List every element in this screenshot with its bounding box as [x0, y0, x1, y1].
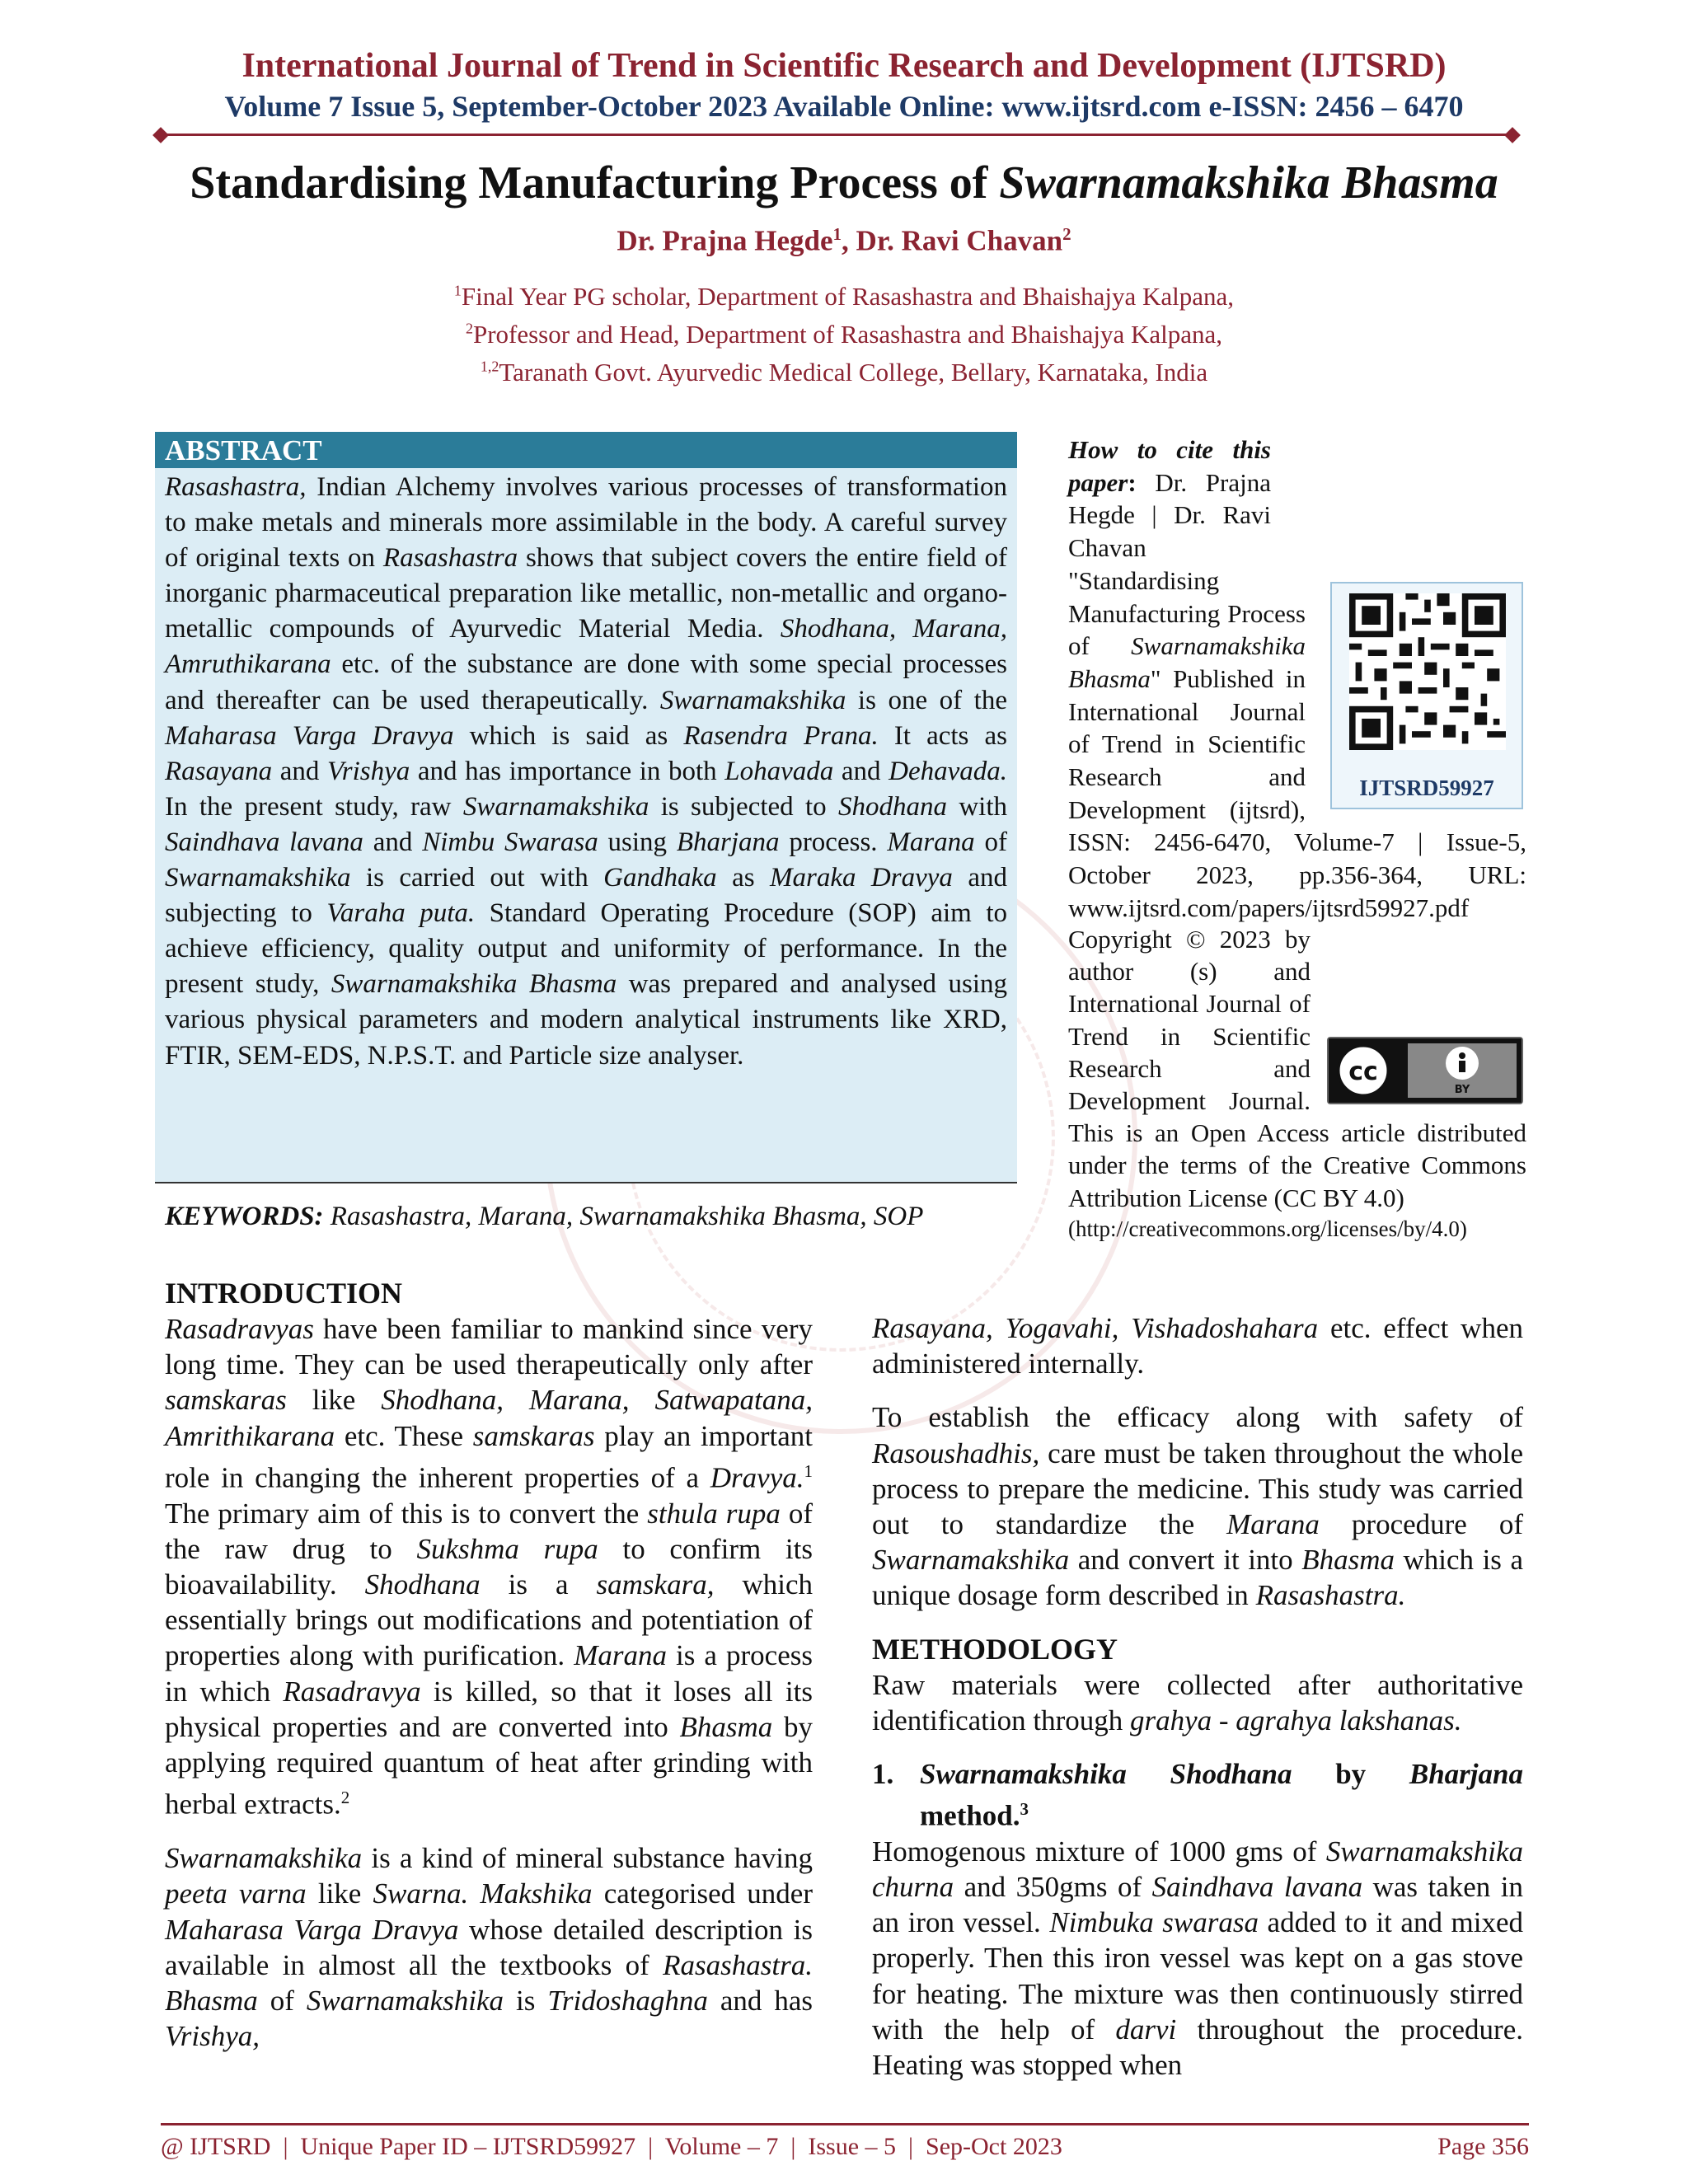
copyright-block	[1068, 923, 1526, 1244]
methodology-heading: METHODOLOGY	[872, 1632, 1118, 1666]
subsection-1-heading: 1. Swarnamakshika Shodhana by Bharjana method.$^3$	[872, 1758, 1523, 1832]
affiliation-2: $^2$Professor and Head, Department of Rasashastra and Bhaishajya Kalpana,	[465, 320, 1223, 349]
copyright-float-spacer-top	[1311, 923, 1526, 1020]
right-paragraph-1: Rasayana, Yogavahi, Vishadoshahara etc. effect when administered internally.	[872, 1312, 1523, 1380]
abstract-body: Rasashastra, Indian Alchemy involves various processes of transformation to make metals and minerals more assimilable in the body. A careful survey of original texts on Rasashastra shows that subject covers the entire field of inorganic pharmaceutical preparation like metallic, non-metallic and organo-metallic compounds of Ayurvedic Material Media. Shodhana, Marana, Amruthikarana etc. of the substance are done with some special processes and thereafter can be used therapeutically. Swarnamakshika is one of the Maharasa Varga Dravya which is said as Rasendra Prana. It acts as Rasayana and Vrishya and has importance in both Lohavada and Dehavada. In the present study, raw Swarnamakshika is subjected to Shodhana with Saindhava lavana and Nimbu Swarasa using Bharjana process. Marana of Swarnamakshika is carried out with Gandhaka as Maraka Dravya and subjecting to Varaha puta. Standard Operating Procedure (SOP) aim to achieve efficiency, quality output and uniformity of performance. In the present study, Swarnamakshika Bhasma was prepared and analysed using various physical parameters and modern analytical instruments like XRD, FTIR, SEM-EDS, N.P.S.T. and Particle size analyser.	[155, 468, 1017, 1182]
cite-text: How to cite this paper: Dr. Prajna Hegde | Dr. Ravi Chavan "Standardising Manufacturing Process of Swarnamakshika Bhasma" Published in International Journal of Trend in Scientific Research and Development (ijtsrd), ISSN: 2456-6470, Volume-7 | Issue-5, October 2023, pp.356-364, URL: www.ijtsrd.com/papers/ijtsrd59927.pdf	[1068, 435, 1526, 922]
intro-heading: INTRODUCTION	[165, 1277, 403, 1310]
footer-page-number: Page 356	[1437, 2133, 1529, 2160]
intro-paragraph-1: Rasadravyas have been familiar to mankind since very long time. They can be used therapeutically only after samskaras like Shodhana, Marana, Satwapatana, Amrithikarana etc. These samskaras play an important role in changing the inherent properties of a Dravya.$^1$ The primary aim of this is to convert the sthula rupa of the raw drug to Sukshma rupa to confirm its bioavailability. Shodhana is a samskara, which essentially brings out modifications and potentiation of properties along with purification. Marana is a process in which Rasadravya is killed, so that it loses all its physical properties and are converted into Bhasma by applying required quantum of heat after grinding with herbal extracts.$^2$	[165, 1313, 814, 1821]
copyright-float-spacer-cc	[1311, 1020, 1526, 1096]
paper-title	[0, 157, 1688, 209]
footer-rule	[161, 2123, 1529, 2125]
keywords-label: KEYWORDS:	[165, 1202, 324, 1231]
abstract-heading: ABSTRACT	[155, 432, 1017, 468]
journal-title: International Journal of Trend in Scientific Research and Development (IJTSRD)	[241, 47, 1447, 85]
right-paragraph-3: Raw materials were collected after authoritative identification through grahya - agrahya lakshanas.	[872, 1668, 1523, 1736]
header-rule-diamond-right	[1504, 127, 1521, 143]
cite-float-spacer-top	[1271, 434, 1526, 582]
right-paragraph-2: To establish the efficacy along with safety of Rasoushadhis, care must be taken throughout the whole process to prepare the medicine. This study was carried out to standardize the Marana procedure of Swarnamakshika and convert it into Bhasma which is a unique dosage form described in Rasashastra.	[872, 1401, 1523, 1612]
intro-paragraph-2: Swarnamakshika is a kind of mineral substance having peeta varna like Swarna. Makshika categorised under Maharasa Varga Dravya whose detailed description is available in almost all the textbooks of Rasashastra. Bhasma of Swarnamakshika is Tridoshaghna and has Vrishya,	[165, 1842, 814, 2053]
cite-block	[1068, 434, 1526, 923]
cite-label: How to cite this paper	[1068, 435, 1271, 497]
author-2: Dr. Ravi Chavan	[856, 224, 1063, 257]
paper-title-plain: Standardising Manufacturing Process of	[190, 157, 1000, 209]
affiliation-3: $^{1,2}$Taranath Govt. Ayurvedic Medical College, Bellary, Karnataka, India	[480, 358, 1208, 387]
cite-float-spacer-qr	[1306, 582, 1526, 809]
header-rule-diamond-left	[152, 127, 169, 143]
author-1: Dr. Prajna Hegde	[617, 224, 833, 257]
paper-title-italic: Swarnamakshika Bhasma	[999, 157, 1498, 209]
keywords-text: Rasashastra, Marana, Swarnamakshika Bhasma, SOP	[323, 1202, 924, 1231]
subsection-number: 1.	[872, 1758, 894, 1791]
footer-left: @ IJTSRD | Unique Paper ID – IJTSRD59927 | Volume – 7 | Issue – 5 | Sep-Oct 2023	[161, 2133, 1062, 2160]
copyright-url[interactable]: (http://creativecommons.org/licenses/by/4.0)	[1068, 1216, 1467, 1241]
affiliation-1: $^1$Final Year PG scholar, Department of Rasashastra and Bhaishajya Kalpana,	[453, 282, 1235, 311]
keywords	[165, 1202, 1022, 1232]
header-rule	[161, 134, 1512, 136]
svg-text:BY: BY	[1454, 1084, 1470, 1096]
copyright-text: Copyright © 2023 by author (s) and International Journal of Trend in Scientific Research and Development Journal. This is an Open Access article distributed under the terms of the Creative Commons Attribution License (CC BY 4.0)	[1068, 925, 1526, 1212]
footer	[161, 2133, 1529, 2161]
svg-text:cc: cc	[1348, 1057, 1378, 1086]
journal-volume-line: Volume 7 Issue 5, September-October 2023 Available Online: www.ijtsrd.com e-ISSN: 2456 – 6470	[224, 90, 1464, 123]
paper-authors: Dr. Prajna Hegde$^1$, Dr. Ravi Chavan$^2$	[617, 224, 1071, 257]
left-column	[165, 1276, 813, 2072]
right-column	[872, 1310, 1523, 2101]
qr-code-label: IJTSRD59927	[1359, 776, 1494, 800]
abstract-bottom-rule	[155, 1182, 1017, 1183]
right-paragraph-4: Homogenous mixture of 1000 gms of Swarnamakshika churna and 350gms of Saindhava lavana was taken in an iron vessel. Nimbuka swarasa added to it and mixed properly. Then this iron vessel was kept on a gas stove for heating. The mixture was then continuously stirred with the help of darvi throughout the procedure. Heating was stopped when	[872, 1835, 1524, 2081]
